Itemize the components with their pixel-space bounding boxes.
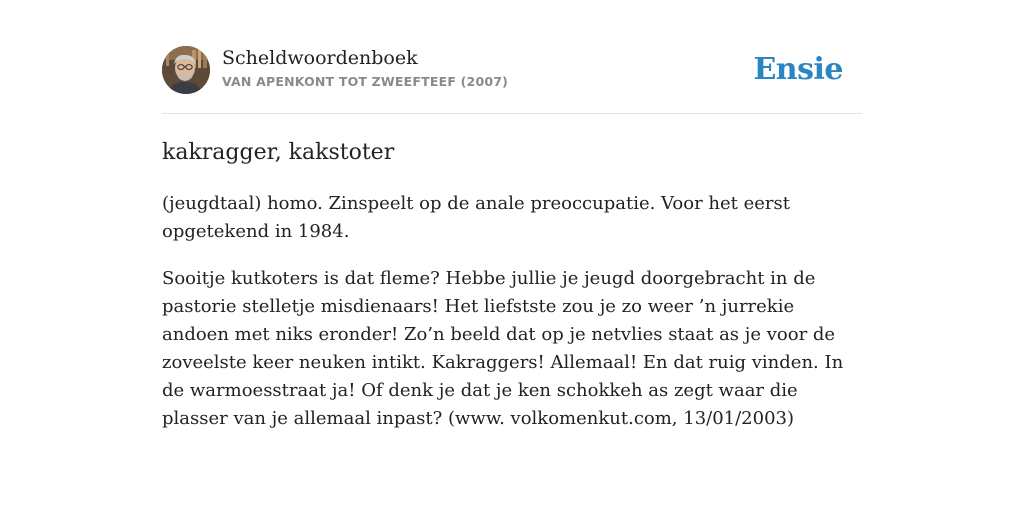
entry-headword: kakragger, kakstoter: [162, 140, 395, 165]
source-info: [222, 46, 508, 90]
ensie-logo[interactable]: Ensie: [753, 52, 843, 87]
entry-definition: (jeugdtaal) homo. Zinspeelt op de anale preoccupatie. Voor het eerst opgetekend in 1984.: [162, 193, 790, 242]
entry-card: [162, 46, 862, 429]
author-avatar: [162, 46, 210, 94]
entry-header: [162, 46, 862, 96]
header-divider: [162, 113, 862, 114]
entry-quote: Sooitje kutkoters is dat fleme? Hebbe jullie je jeugd doorgebracht in de pastorie stelletje misdienaars! Het liefstste zou je zo weer ’n jurrekie andoen met niks eronder! Zo’n beeld dat op je netvlies staat as je voor de zoveelste keer neuken intikt. Kakraggers! Allemaal! En dat ruig vinden. In de warmoesstraat ja! Of denk je dat je ken schokkeh as zegt waar die plasser van je allemaal inpast? (www. volkomenkut.com, 13/01/2003): [162, 268, 844, 429]
author-portrait-icon: [162, 46, 210, 94]
source-title[interactable]: Scheldwoordenboek: [222, 47, 418, 69]
source-subtitle: VAN APENKONT TOT ZWEEFTEEF (2007): [222, 74, 509, 89]
